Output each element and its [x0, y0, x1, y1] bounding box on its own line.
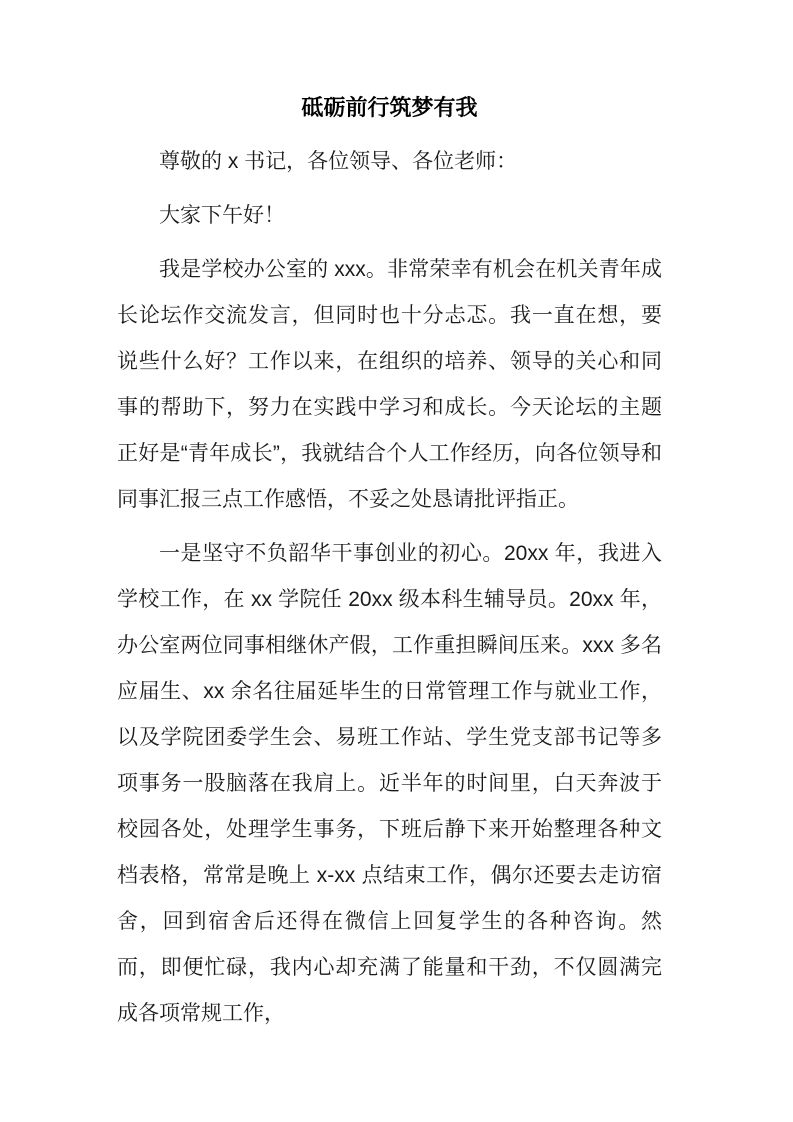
paragraph-intro: 我是学校办公室的 xxx。非常荣幸有机会在机关青年成长论坛作交流发言，但同时也十分忐忑。我一直在想，要说些什么好？工作以来，在组织的培养、领导的关心和同事的帮助下，努力在实践中学习和成长。今天论坛的主题正好是“青年成长”，我就结合个人工作经历，向各位领导和同事汇报三点工作感悟，不妥之处恳请批评指正。: [117, 258, 662, 511]
paragraph-salutation: 尊敬的 x 书记，各位领导、各位老师：: [159, 150, 518, 173]
document-title: 砥砺前行筑梦有我: [301, 95, 478, 120]
paragraph-point-one: 一是坚守不负韶华干事创业的初心。20xx 年，我进入学校工作，在 xx 学院任 20xx 级本科生辅导员。20xx 年，办公室两位同事相继休产假，工作重担瞬间压来。xxx 多名应届生、xx 余名往届延毕生的日常管理工作与就业工作，以及学院团委学生会、易班工作站、学生党支部书记等多项事务一股脑落在我肩上。近半年的时间里，白天奔波于校园各处，处理学生事务，下班后静下来开始整理各种文档表格，常常是晚上 x-xx 点结束工作，偶尔还要去走访宿舍，回到宿舍后还得在微信上回复学生的各种咨询。然而，即便忙碌，我内心却充满了能量和干劲，不仅圆满完成各项常规工作，: [117, 542, 662, 1025]
paragraph-greeting: 大家下午好！: [159, 204, 285, 227]
